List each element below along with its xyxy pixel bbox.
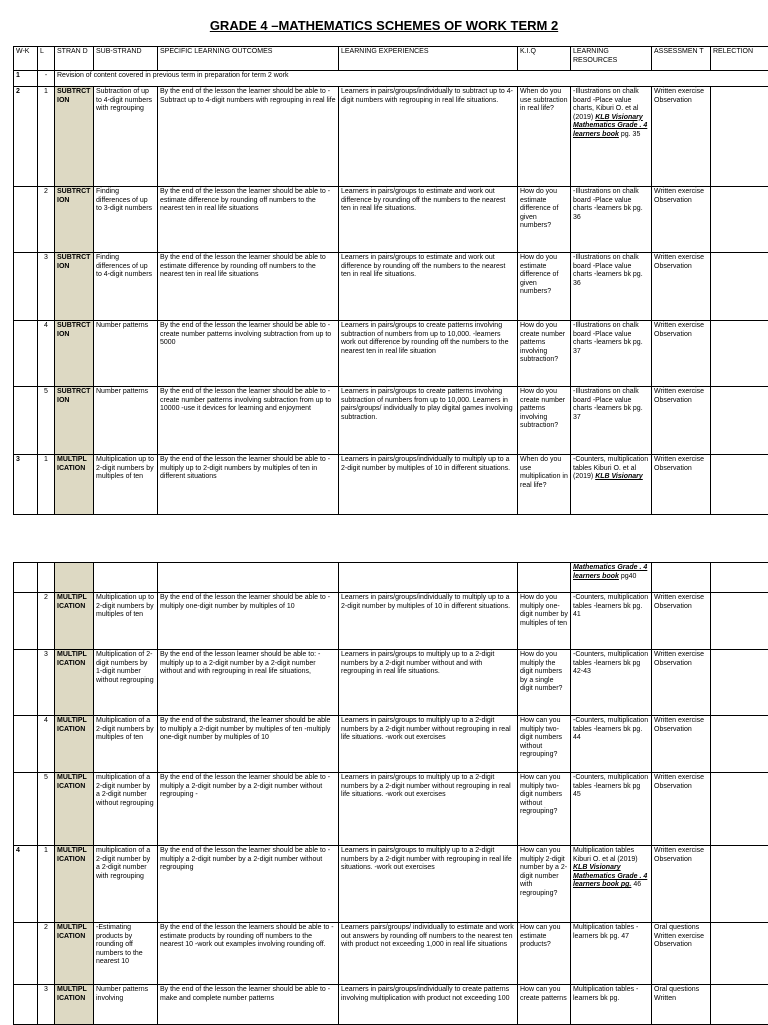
lesson-number: 1: [38, 87, 55, 187]
resources-text: Multiplication tables Kiburi O. et al (2019): [573, 847, 638, 863]
kiq-cell: How do you create number patterns involving subtraction?: [518, 387, 571, 455]
experiences-cell: Learners in pairs/groups to create patterns involving subtraction of numbers from up to 10,000. -learners work out difference by rounding off the numbers to the nearest ten in real life situation: [339, 321, 518, 387]
schemes-table-page-1: [13, 46, 768, 515]
kiq-cell: How can you multiply 2-digit number by a 2-digit number with regrouping?: [518, 846, 571, 923]
assessment-cell: Written exercise Observation: [652, 253, 711, 321]
lesson-row: [14, 455, 768, 515]
resources-cell: [571, 563, 652, 593]
strand-cell: MULTIPL ICATION: [55, 985, 94, 1025]
textbook-page: 46: [633, 881, 641, 888]
assessment-cell: Oral questions Written exercise Observation: [652, 923, 711, 985]
reflection-cell: [711, 846, 768, 923]
kiq-cell: How can you estimate products?: [518, 923, 571, 985]
strand-cell: MULTIPL ICATION: [55, 923, 94, 985]
resources-text: -Counters, multiplication tables -learners bk pg 45: [573, 774, 648, 798]
reflection-cell: [711, 773, 768, 846]
week-number: [14, 773, 38, 846]
strand-cell: MULTIPL ICATION: [55, 716, 94, 773]
kiq-cell: How do you estimate difference of given numbers?: [518, 253, 571, 321]
resources-text: -Illustrations on chalk board -Place value charts -learners bk pg. 36: [573, 188, 643, 221]
resources-cell: [571, 187, 652, 253]
strand-cell: SUBTRCT ION: [55, 253, 94, 321]
resources-cell: [571, 87, 652, 187]
experiences-cell: Learners in pairs/groups to estimate and work out difference by rounding off the numbers to the nearest ten in real life situations.: [339, 187, 518, 253]
lesson-number: 2: [38, 593, 55, 650]
outcomes-cell: By the end of the lesson the learner should be able to estimate difference by rounding off numbers to the nearest ten in real life situations: [158, 253, 339, 321]
resources-text: -Counters, multiplication tables -learners bk pg 42-43: [573, 651, 648, 675]
lesson-row: [14, 593, 768, 650]
textbook-link-text: Mathematics Grade . 4 learners book: [573, 564, 647, 580]
page-title: GRADE 4 –MATHEMATICS SCHEMES OF WORK TERM 2: [0, 18, 768, 33]
experiences-cell: Learners in pairs/groups to estimate and work out difference by rounding off the numbers to the nearest ten in real life situations.: [339, 253, 518, 321]
assessment-cell: Written exercise Observation: [652, 321, 711, 387]
reflection-cell: [711, 593, 768, 650]
lesson-number: 5: [38, 773, 55, 846]
resources-text: -Illustrations on chalk board -Place value charts, Kiburi O. et al (2019): [573, 88, 639, 121]
reflection-cell: [711, 253, 768, 321]
kiq-cell: How do you multiply one-digit number by multiples of ten: [518, 593, 571, 650]
resources-cell: [571, 650, 652, 716]
assessment-cell: Written exercise Observation: [652, 593, 711, 650]
substrand-cell: Number patterns: [94, 321, 158, 387]
substrand-cell: Subtraction of up to 4-digit numbers with regrouping: [94, 87, 158, 187]
outcomes-cell: By the end of the lesson the learner should be able to -create number patterns involving subtraction from up to 10000 -use it devices for learning and enjoyment: [158, 387, 339, 455]
week-number: [14, 253, 38, 321]
outcomes-cell: By the end of the lesson the learner should be able to -estimate difference by rounding off numbers to the nearest ten in real life situations: [158, 187, 339, 253]
reflection-cell: [711, 321, 768, 387]
experiences-cell: Learners in pairs/groups to create patterns involving subtraction of numbers from up to 10,000. Learners in pairs/groups/ individually to play digital games involving subtraction.: [339, 387, 518, 455]
kiq-cell: How do you create number patterns involving subtraction?: [518, 321, 571, 387]
lesson-number: 2: [38, 187, 55, 253]
lesson-number: 4: [38, 716, 55, 773]
strand-cell: SUBTRCT ION: [55, 321, 94, 387]
outcomes-cell: By the end of the lesson the learner should be able to -create number patterns involving subtraction from up to 5000: [158, 321, 339, 387]
lesson-number: 3: [38, 650, 55, 716]
experiences-cell: Learners in pairs/groups/individually to multiply up to a 2-digit number by multiples of 10 in different situations.: [339, 593, 518, 650]
outcomes-cell: By the end of the lesson the learner should be able to -Subtract up to 4-digit numbers with regrouping in real life: [158, 87, 339, 187]
lesson-number: 4: [38, 321, 55, 387]
reflection-cell: [711, 650, 768, 716]
strand-cell: SUBTRCT ION: [55, 187, 94, 253]
lesson-number: 2: [38, 923, 55, 985]
lesson-number: 1: [38, 846, 55, 923]
experiences-cell: Learners in pairs/groups/individually to multiply up to a 2-digit number by multiples of 10 in different situations.: [339, 455, 518, 515]
lesson-row: [14, 650, 768, 716]
assessment-cell: Written exercise Observation: [652, 773, 711, 846]
resources-cell: [571, 716, 652, 773]
resources-text: -Illustrations on chalk board -Place value charts -learners bk pg. 36: [573, 254, 643, 287]
experiences-cell: Learners in pairs/groups to multiply up to a 2-digit numbers by a 2-digit number with regrouping in real life situations. -work out exercises: [339, 846, 518, 923]
substrand-cell: -Estimating products by rounding off numbers to the nearest 10: [94, 923, 158, 985]
continuation-row: [14, 563, 768, 593]
resources-text: Multiplication tables -learners bk pg.: [573, 986, 638, 1002]
header-lesson: L: [38, 47, 55, 71]
substrand-cell: Number patterns: [94, 387, 158, 455]
resources-cell: [571, 773, 652, 846]
resources-text: -Illustrations on chalk board -Place value charts -learners bk pg. 37: [573, 388, 643, 421]
header-kiq: K.I.Q: [518, 47, 571, 71]
outcomes-cell: By the end of the lesson the learner should be able to -make and complete number patterns: [158, 985, 339, 1025]
schemes-table-page-2: [13, 562, 768, 1025]
resources-cell: [571, 387, 652, 455]
reflection-cell: [711, 87, 768, 187]
outcomes-cell: By the end of the lesson the learner should be able to -multiply a 2-digit number by a 2-digit number without regrouping -: [158, 773, 339, 846]
textbook-link-text: KLB Visionary Mathematics Grade . 4 learners book pg.: [573, 864, 647, 888]
experiences-cell: Learners in pairs/groups to multiply up to a 2-digit numbers by a 2-digit number without regrouping in real life situations. -work out exercises: [339, 716, 518, 773]
resources-cell: [571, 923, 652, 985]
header-row: [14, 47, 768, 71]
substrand-cell: Multiplication up to 2-digit numbers by multiples of ten: [94, 455, 158, 515]
lesson-number: 1: [38, 455, 55, 515]
substrand-cell: Multiplication of a 2-digit numbers by multiples of ten: [94, 716, 158, 773]
kiq-cell: When do you use subtraction in real life?: [518, 87, 571, 187]
outcomes-cell: By the end of the lesson the learner should be able to -multiply one-digit number by multiples of 10: [158, 593, 339, 650]
lesson-row: [14, 187, 768, 253]
strand-cell: MULTIPL ICATION: [55, 773, 94, 846]
resources-text: Multiplication tables -learners bk pg. 47: [573, 924, 638, 940]
week-number: 2: [14, 87, 38, 187]
substrand-cell: multiplication of a 2-digit number by a 2-digit number without regrouping: [94, 773, 158, 846]
week-number: [14, 985, 38, 1025]
kiq-cell: How can you create patterns: [518, 985, 571, 1025]
resources-cell: [571, 846, 652, 923]
resources-cell: [571, 253, 652, 321]
resources-cell: [571, 455, 652, 515]
week-number: [14, 321, 38, 387]
lesson-row: [14, 321, 768, 387]
substrand-cell: multiplication of a 2-digit number by a 2-digit number with regrouping: [94, 846, 158, 923]
experiences-cell: Learners in pairs/groups/individually to create patterns involving multiplication with product not exceeding 100: [339, 985, 518, 1025]
resources-text: -Counters, multiplication tables -learners bk pg. 41: [573, 594, 648, 618]
strand-cell: MULTIPL ICATION: [55, 650, 94, 716]
textbook-link-text: KLB Visionary Mathematics Grade . 4 learners book: [573, 114, 647, 138]
outcomes-cell: By the end of the lesson the learners should be able to -estimate products by rounding off numbers to the nearest 10 -work out examples involving rounding off.: [158, 923, 339, 985]
week-number: [14, 593, 38, 650]
experiences-cell: Learners in pairs/groups to multiply up to a 2-digit numbers by a 2-digit number without regrouping in real life situations. -work out exercises: [339, 773, 518, 846]
assessment-cell: Written exercise Observation: [652, 716, 711, 773]
kiq-cell: How do you estimate difference of given numbers?: [518, 187, 571, 253]
week-number: 1: [14, 71, 38, 87]
assessment-cell: Written exercise Observation: [652, 650, 711, 716]
week-number: [14, 187, 38, 253]
resources-cell: [571, 593, 652, 650]
revision-note: Revision of content covered in previous term in preparation for term 2 work: [55, 71, 768, 87]
outcomes-cell: By the end of the lesson learner should be able to: -multiply up to a 2-digit number by a 2-digit number without and with regrouping in real life situations,: [158, 650, 339, 716]
week-number: 3: [14, 455, 38, 515]
resources-cell: [571, 321, 652, 387]
header-experiences: LEARNING EXPERIENCES: [339, 47, 518, 71]
lesson-row: [14, 846, 768, 923]
week-number: 4: [14, 846, 38, 923]
assessment-cell: Oral questions Written: [652, 985, 711, 1025]
substrand-cell: Multiplication of 2-digit numbers by 1-digit number without regrouping: [94, 650, 158, 716]
header-strand: STRAN D: [55, 47, 94, 71]
reflection-cell: [711, 716, 768, 773]
assessment-cell: Written exercise Observation: [652, 187, 711, 253]
week-number: [14, 716, 38, 773]
textbook-page: pg. 35: [621, 131, 640, 138]
substrand-cell: Number patterns involving: [94, 985, 158, 1025]
assessment-cell: Written exercise Observation: [652, 87, 711, 187]
experiences-cell: Learners in pairs/groups to multiply up to a 2-digit numbers by a 2-digit number without and with regrouping in real life situations.: [339, 650, 518, 716]
strand-cell: MULTIPL ICATION: [55, 455, 94, 515]
experiences-cell: Learners in pairs/groups/individually to subtract up to 4- digit numbers with regrouping in real life situations.: [339, 87, 518, 187]
lesson-number: -: [38, 71, 55, 87]
lesson-row: [14, 253, 768, 321]
header-substrand: SUB-STRAND: [94, 47, 158, 71]
week-number: [14, 650, 38, 716]
outcomes-cell: By the end of the substrand, the learner should be able to multiply a 2-digit number by multiples of ten -multiply one-digit number by multiples of 10: [158, 716, 339, 773]
reflection-cell: [711, 455, 768, 515]
outcomes-cell: By the end of the lesson the learner should be able to -multiply up to 2-digit numbers by multiples of ten in different situations: [158, 455, 339, 515]
reflection-cell: [711, 923, 768, 985]
resources-text: -Illustrations on chalk board -Place value charts -learners bk pg. 37: [573, 322, 643, 355]
header-resources: LEARNING RESOURCES: [571, 47, 652, 71]
substrand-cell: Finding differences of up to 4-digit numbers: [94, 253, 158, 321]
lesson-number: 3: [38, 253, 55, 321]
header-reflection: RELECTION: [711, 47, 768, 71]
substrand-cell: Finding differences of up to 3-digit numbers: [94, 187, 158, 253]
strand-cell: MULTIPL ICATION: [55, 846, 94, 923]
textbook-page: pg40: [621, 573, 637, 580]
week-1-row: [14, 71, 768, 87]
header-outcomes: SPECIFIC LEARNING OUTCOMES: [158, 47, 339, 71]
header-assessment: ASSESSMEN T: [652, 47, 711, 71]
resources-text: -Counters, multiplication tables Kiburi O. et al (2019): [573, 456, 648, 480]
outcomes-cell: By the end of the lesson the learner should be able to -multiply a 2-digit number by a 2-digit number without regrouping: [158, 846, 339, 923]
lesson-row: [14, 923, 768, 985]
kiq-cell: How do you multiply the digit numbers by a single digit number?: [518, 650, 571, 716]
lesson-row: [14, 716, 768, 773]
assessment-cell: Written exercise Observation: [652, 455, 711, 515]
week-number: [14, 923, 38, 985]
resources-cell: [571, 985, 652, 1025]
strand-cell: MULTIPL ICATION: [55, 593, 94, 650]
week-number: [14, 387, 38, 455]
kiq-cell: How can you multiply two-digit numbers without regrouping?: [518, 716, 571, 773]
resources-text: -Counters, multiplication tables -learners bk pg. 44: [573, 717, 648, 741]
kiq-cell: How can you multiply two-digit numbers without regrouping?: [518, 773, 571, 846]
strand-cell: SUBTRCT ION: [55, 387, 94, 455]
header-week: W-K: [14, 47, 38, 71]
assessment-cell: Written exercise Observation: [652, 846, 711, 923]
lesson-number: 3: [38, 985, 55, 1025]
lesson-row: [14, 985, 768, 1025]
reflection-cell: [711, 187, 768, 253]
lesson-row: [14, 773, 768, 846]
lesson-row: [14, 387, 768, 455]
substrand-cell: Multiplication up to 2-digit numbers by multiples of ten: [94, 593, 158, 650]
lesson-row: [14, 87, 768, 187]
experiences-cell: Learners pairs/groups/ individually to estimate and work out answers by rounding off numbers to the nearest ten with product not exceeding 1,000 in real life situations: [339, 923, 518, 985]
reflection-cell: [711, 387, 768, 455]
kiq-cell: When do you use multiplication in real life?: [518, 455, 571, 515]
assessment-cell: Written exercise Observation: [652, 387, 711, 455]
strand-cell: SUBTRCT ION: [55, 87, 94, 187]
reflection-cell: [711, 985, 768, 1025]
lesson-number: 5: [38, 387, 55, 455]
textbook-link-text: KLB Visionary: [595, 473, 643, 480]
